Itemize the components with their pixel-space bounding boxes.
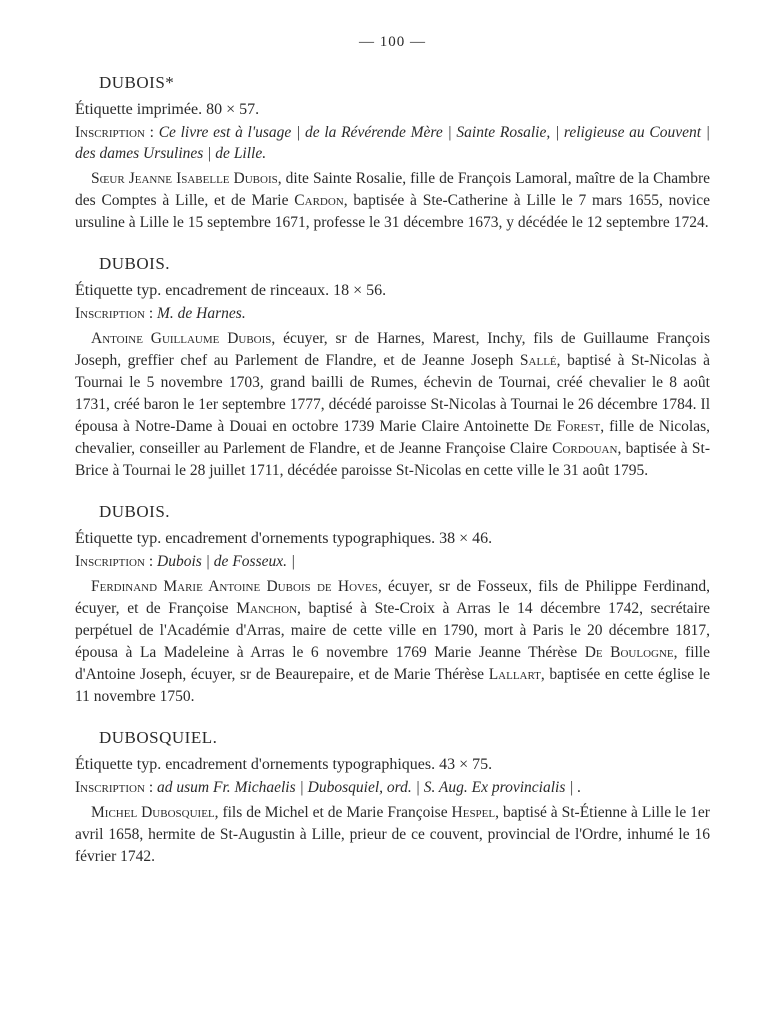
inscription-prefix: Inscription : [75,305,154,322]
inscription-text: Dubois | de Fosseux. | [157,553,296,570]
bio-text: , fille de Nicolas, chevalier, conseiller au Parlement de Flandre, et de Jeanne Françoise Claire [75,418,710,457]
inscription-prefix: Inscription : [75,124,154,141]
bio-text: , fils de Michel et de Marie Françoise [214,804,452,821]
inscription-text: M. de Harnes. [157,305,246,322]
inscription [75,303,710,324]
entry-dubois-1 [75,73,710,234]
inscription [75,551,710,572]
entry-name: DUBOIS* [99,73,175,92]
bio-text: , fille d'Antoine Joseph, écuyer, sr de Beaurepaire, et de Marie Thérèse [75,644,710,683]
bio-name: De Forest [533,418,601,435]
inscription [75,122,710,164]
bio-text: , baptisée à St-Brice à Tournai le 28 juillet 1711, décédée paroisse St-Nicolas en cette ville le 31 août 1795. [75,440,710,479]
bio-text: , dite Sainte Rosalie, fille de François Lamoral, maître de la Chambre des Comptes à Lille, et de Marie [75,170,710,209]
bio-name: Cordouan [552,440,618,457]
inscription-text: Ce livre est à l'usage | de la Révérende Mère | Sainte Rosalie, | religieuse au Couvent | des dames Ursulines | de Lille. [75,124,710,162]
inscription-prefix: Inscription : [75,553,154,570]
biography [75,802,710,868]
bio-text: , baptisé à St-Nicolas à Tournai le 5 novembre 1703, grand bailli de Rumes, échevin de Tournai, créé chevalier le 8 août 1731, créé baron le 1er septembre 1777, décédé paroisse St-Nicolas à Tournai le 26 décembre 1784. Il épousa à Notre-Dame à Douai en octobre 1739 Marie Claire Antoinette [75,352,710,435]
label-description: Étiquette typ. encadrement de rinceaux. 18 × 56. [75,282,387,299]
bio-name: De Boulogne [584,644,674,661]
entry-name: DUBOSQUIEL. [99,728,218,747]
label-description: Étiquette typ. encadrement d'ornements typographiques. 43 × 75. [75,756,493,773]
bio-text: , baptisé à St-Étienne à Lille le 1er avril 1658, hermite de St-Augustin à Lille, prieur de ce couvent, provincial de l'Ordre, inhumé le 16 février 1742. [75,804,710,865]
bio-text: , baptisée à Ste-Catherine à Lille le 7 mars 1655, novice ursuline à Lille le 15 septembre 1671, professe le 31 décembre 1673, y décédée le 12 septembre 1724. [75,192,710,231]
bio-name: Sallé [519,352,557,369]
document-page [75,30,710,888]
entry-dubosquiel [75,728,710,868]
label-description: Étiquette imprimée. 80 × 57. [75,101,260,118]
inscription-text: ad usum Fr. Michaelis | Dubosquiel, ord. | S. Aug. Ex provincialis | . [157,779,582,796]
entry-dubois-3 [75,502,710,708]
bio-text: , écuyer, sr de Harnes, Marest, Inchy, fils de Guillaume François Joseph, greffier chef au Parlement de Flandre, et de Jeanne Joseph [75,330,710,369]
biography [75,576,710,708]
entry-name: DUBOIS. [99,502,171,521]
bio-lead-name: Ferdinand Marie Antoine Dubois de Hoves [91,578,378,595]
entry-name: DUBOIS. [99,254,171,273]
bio-name: Hespel [451,804,496,821]
bio-name: Cardon [294,192,344,209]
bio-lead-name: Antoine Guillaume Dubois [91,330,272,347]
bio-text: , baptisé à Ste-Croix à Arras le 14 décembre 1742, secrétaire perpétuel de l'Académie d'Arras, maire de cette ville en 1790, mort à Paris le 20 décembre 1817, épousa à La Madeleine à Arras le 6 novembre 1769 Marie Jeanne Thérèse [75,600,710,661]
page-number: — 100 — [359,34,426,50]
bio-lead-name: Sœur Jeanne Isabelle Dubois [91,170,278,187]
bio-name: Manchon [236,600,298,617]
bio-name: Lallart [488,666,541,683]
bio-lead-name: Michel Dubosquiel [91,804,215,821]
label-description: Étiquette typ. encadrement d'ornements typographiques. 38 × 46. [75,530,493,547]
biography [75,328,710,482]
bio-text: , baptisée en cette église le 11 novembre 1750. [75,666,710,705]
biography [75,168,710,234]
entry-dubois-2 [75,254,710,482]
bio-text: , écuyer, sr de Fosseux, fils de Philippe Ferdinand, écuyer, et de Françoise [75,578,710,617]
inscription-prefix: Inscription : [75,779,154,796]
inscription [75,777,710,798]
